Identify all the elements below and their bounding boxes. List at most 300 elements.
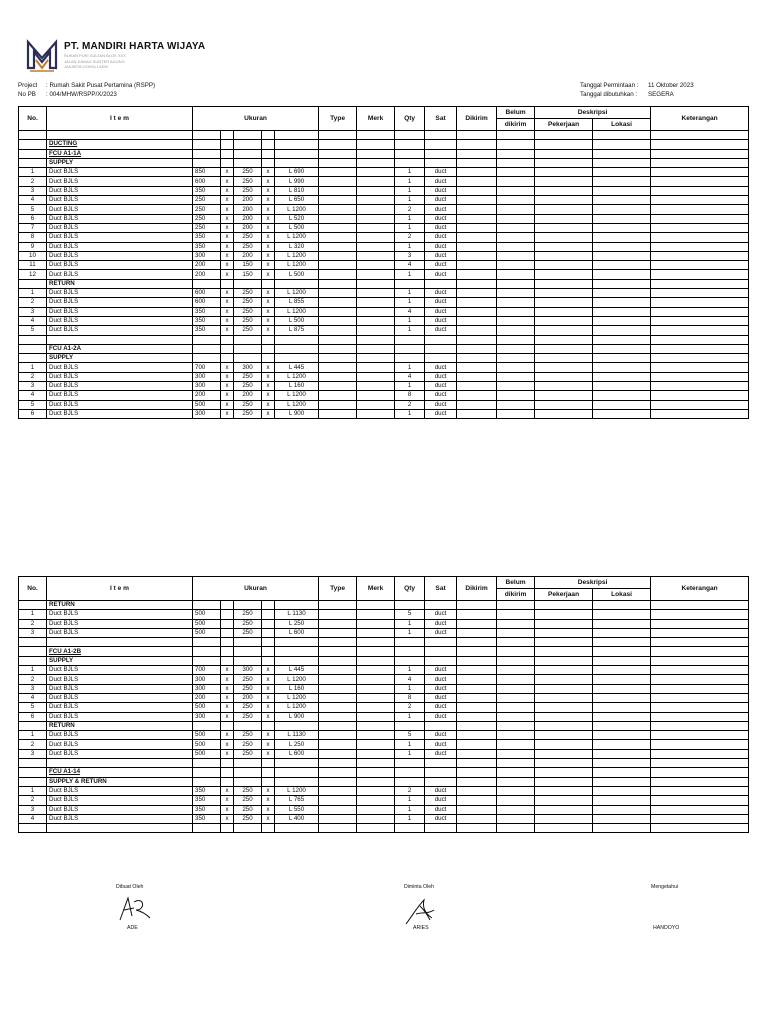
row-width: 350 xyxy=(193,805,221,814)
row-no: 1 xyxy=(19,168,47,177)
row-qty: 8 xyxy=(395,391,425,400)
table-row xyxy=(19,731,749,740)
row-length: L 1200 xyxy=(275,307,319,316)
row-x: x xyxy=(221,749,234,758)
row-length: L 765 xyxy=(275,796,319,805)
table-row xyxy=(19,400,749,409)
row-no: 1 xyxy=(19,610,47,619)
row-qty: 1 xyxy=(395,242,425,251)
col-no: No. xyxy=(19,577,47,601)
row-x: x xyxy=(262,786,275,795)
row-no: 1 xyxy=(19,289,47,298)
row-no: 2 xyxy=(19,298,47,307)
row-sat: duct xyxy=(425,205,457,214)
row-x: x xyxy=(221,261,234,270)
row-x: x xyxy=(262,289,275,298)
row-x: x xyxy=(221,675,234,684)
row-x: x xyxy=(221,372,234,381)
row-x: x xyxy=(262,712,275,721)
row-height: 150 xyxy=(234,261,262,270)
col-deskripsi: Deskripsi xyxy=(535,107,651,119)
table-row xyxy=(19,601,749,610)
row-qty: 1 xyxy=(395,168,425,177)
col-type: Type xyxy=(319,107,357,131)
row-width: 350 xyxy=(193,233,221,242)
row-height: 250 xyxy=(234,712,262,721)
col-type: Type xyxy=(319,577,357,601)
row-item: Duct BJLS xyxy=(47,382,193,391)
row-width: 600 xyxy=(193,177,221,186)
row-no: 10 xyxy=(19,251,47,260)
row-height: 250 xyxy=(234,316,262,325)
row-no: 1 xyxy=(19,363,47,372)
row-height: 200 xyxy=(234,251,262,260)
row-sat: duct xyxy=(425,223,457,232)
row-no: 3 xyxy=(19,805,47,814)
row-height: 250 xyxy=(234,703,262,712)
table-row xyxy=(19,684,749,693)
row-length: L 810 xyxy=(275,186,319,195)
row-item: Duct BJLS xyxy=(47,391,193,400)
row-item: Duct BJLS xyxy=(47,289,193,298)
table-row xyxy=(19,409,749,418)
row-height: 250 xyxy=(234,233,262,242)
row-x: x xyxy=(262,270,275,279)
row-sat: duct xyxy=(425,372,457,381)
table-row xyxy=(19,223,749,232)
row-no: 5 xyxy=(19,703,47,712)
row-sat: duct xyxy=(425,814,457,823)
row-width: 350 xyxy=(193,796,221,805)
row-no: 12 xyxy=(19,270,47,279)
row-no: 3 xyxy=(19,628,47,637)
col-no: No. xyxy=(19,107,47,131)
row-x: x xyxy=(262,168,275,177)
row-x xyxy=(221,628,234,637)
row-no: 2 xyxy=(19,619,47,628)
row-sat: duct xyxy=(425,805,457,814)
row-x: x xyxy=(221,363,234,372)
row-height: 250 xyxy=(234,177,262,186)
row-x: x xyxy=(221,400,234,409)
row-length: L 1200 xyxy=(275,703,319,712)
row-no: 4 xyxy=(19,316,47,325)
row-length: L 990 xyxy=(275,177,319,186)
row-length: L 875 xyxy=(275,326,319,335)
row-x: x xyxy=(262,298,275,307)
row-length: L 1200 xyxy=(275,251,319,260)
row-x: x xyxy=(262,731,275,740)
row-width: 700 xyxy=(193,363,221,372)
section-label: FCU A1-14 xyxy=(47,768,193,777)
row-width: 350 xyxy=(193,242,221,251)
row-qty: 5 xyxy=(395,731,425,740)
row-sat: duct xyxy=(425,214,457,223)
row-qty: 3 xyxy=(395,251,425,260)
col-sat: Sat xyxy=(425,107,457,131)
table-row xyxy=(19,251,749,260)
row-width: 300 xyxy=(193,712,221,721)
row-length: L 445 xyxy=(275,363,319,372)
row-length: L 1200 xyxy=(275,675,319,684)
row-sat: duct xyxy=(425,731,457,740)
row-x xyxy=(221,619,234,628)
item-table-2 xyxy=(18,576,749,833)
table-row xyxy=(19,619,749,628)
table-row xyxy=(19,289,749,298)
row-length: L 445 xyxy=(275,666,319,675)
row-no: 3 xyxy=(19,186,47,195)
row-sat: duct xyxy=(425,177,457,186)
row-height: 150 xyxy=(234,270,262,279)
row-width: 500 xyxy=(193,749,221,758)
row-width: 850 xyxy=(193,168,221,177)
row-length: L 160 xyxy=(275,684,319,693)
col-pekerjaan: Pekerjaan xyxy=(535,119,593,131)
row-length: L 500 xyxy=(275,223,319,232)
row-x: x xyxy=(221,731,234,740)
row-length: L 250 xyxy=(275,740,319,749)
row-qty: 1 xyxy=(395,749,425,758)
row-width: 250 xyxy=(193,196,221,205)
row-width: 300 xyxy=(193,675,221,684)
requested-by-label: Diminta Oleh xyxy=(404,884,434,890)
col-sat: Sat xyxy=(425,577,457,601)
table-row xyxy=(19,703,749,712)
section-label: FCU A1-2B xyxy=(47,647,193,656)
row-item: Duct BJLS xyxy=(47,786,193,795)
row-no: 2 xyxy=(19,675,47,684)
row-sat: duct xyxy=(425,712,457,721)
row-x: x xyxy=(221,270,234,279)
row-sat: duct xyxy=(425,289,457,298)
row-sat: duct xyxy=(425,307,457,316)
table-row xyxy=(19,628,749,637)
row-sat: duct xyxy=(425,168,457,177)
row-height: 250 xyxy=(234,805,262,814)
section-label: RETURN xyxy=(47,279,193,288)
row-height: 250 xyxy=(234,289,262,298)
company-address: RUKAN PURI SULTAN BLOK XXX JALAN DANAU SUNTER AGUNG JAKARTA UTARA 14350 xyxy=(64,53,126,69)
section-label: DUCTING xyxy=(47,140,193,149)
row-height: 250 xyxy=(234,684,262,693)
row-width: 700 xyxy=(193,666,221,675)
col-ukuran: Ukuran xyxy=(193,577,319,601)
row-qty: 2 xyxy=(395,786,425,795)
project-meta: Project : Rumah Sakit Pusat Pertamina (RSPP) No PB : 004/MHW/RSPP/X/2023 xyxy=(18,82,156,98)
table-row xyxy=(19,233,749,242)
table-row xyxy=(19,749,749,758)
row-sat: duct xyxy=(425,391,457,400)
row-width: 350 xyxy=(193,326,221,335)
row-x: x xyxy=(262,684,275,693)
row-item: Duct BJLS xyxy=(47,796,193,805)
row-length: L 1200 xyxy=(275,289,319,298)
date-meta: Tanggal Permintaan : 11 Oktober 2023 Tanggal dibutuhkan : SEGERA xyxy=(580,82,694,98)
row-sat: duct xyxy=(425,628,457,637)
row-item: Duct BJLS xyxy=(47,307,193,316)
row-x: x xyxy=(262,814,275,823)
row-length: L 400 xyxy=(275,814,319,823)
row-x: x xyxy=(221,316,234,325)
col-dikirim: Dikirim xyxy=(457,577,497,601)
row-item: Duct BJLS xyxy=(47,316,193,325)
row-height: 250 xyxy=(234,326,262,335)
row-length: L 1130 xyxy=(275,731,319,740)
row-x: x xyxy=(221,693,234,702)
row-sat: duct xyxy=(425,261,457,270)
section-label: FCU A1-2A xyxy=(47,344,193,353)
row-no: 2 xyxy=(19,177,47,186)
row-width: 600 xyxy=(193,289,221,298)
row-no: 2 xyxy=(19,372,47,381)
table-row xyxy=(19,786,749,795)
table-row xyxy=(19,391,749,400)
row-no: 6 xyxy=(19,409,47,418)
row-qty: 1 xyxy=(395,326,425,335)
table-row xyxy=(19,158,749,167)
row-width: 250 xyxy=(193,205,221,214)
col-deskripsi: Deskripsi xyxy=(535,577,651,589)
row-no: 6 xyxy=(19,712,47,721)
row-height: 250 xyxy=(234,242,262,251)
row-sat: duct xyxy=(425,233,457,242)
row-height: 250 xyxy=(234,675,262,684)
row-qty: 1 xyxy=(395,619,425,628)
row-width: 300 xyxy=(193,684,221,693)
row-x: x xyxy=(262,391,275,400)
row-length: L 900 xyxy=(275,712,319,721)
row-sat: duct xyxy=(425,786,457,795)
row-x: x xyxy=(221,177,234,186)
row-width: 300 xyxy=(193,251,221,260)
row-x xyxy=(262,628,275,637)
col-belum: Belum xyxy=(497,107,535,119)
row-width: 200 xyxy=(193,693,221,702)
row-item: Duct BJLS xyxy=(47,749,193,758)
row-no: 4 xyxy=(19,693,47,702)
row-sat: duct xyxy=(425,326,457,335)
table-row xyxy=(19,712,749,721)
row-qty: 4 xyxy=(395,307,425,316)
row-item: Duct BJLS xyxy=(47,242,193,251)
table-row xyxy=(19,363,749,372)
row-sat: duct xyxy=(425,400,457,409)
table-row xyxy=(19,824,749,833)
row-x: x xyxy=(221,409,234,418)
table-row xyxy=(19,656,749,665)
section-label: SUPPLY xyxy=(47,656,193,665)
row-sat: duct xyxy=(425,251,457,260)
col-merk: Merk xyxy=(357,107,395,131)
row-width: 350 xyxy=(193,786,221,795)
row-length: L 550 xyxy=(275,805,319,814)
row-height: 250 xyxy=(234,814,262,823)
row-sat: duct xyxy=(425,270,457,279)
row-width: 500 xyxy=(193,400,221,409)
row-x: x xyxy=(221,326,234,335)
table-row xyxy=(19,279,749,288)
table-row xyxy=(19,768,749,777)
row-x: x xyxy=(262,261,275,270)
row-height: 250 xyxy=(234,749,262,758)
row-sat: duct xyxy=(425,196,457,205)
row-no: 3 xyxy=(19,382,47,391)
row-x: x xyxy=(221,233,234,242)
row-sat: duct xyxy=(425,703,457,712)
row-width: 600 xyxy=(193,298,221,307)
row-x: x xyxy=(221,196,234,205)
row-length: L 500 xyxy=(275,316,319,325)
row-no: 3 xyxy=(19,749,47,758)
row-no: 9 xyxy=(19,242,47,251)
row-height: 250 xyxy=(234,168,262,177)
row-height: 250 xyxy=(234,298,262,307)
row-height: 250 xyxy=(234,619,262,628)
row-length: L 500 xyxy=(275,270,319,279)
row-sat: duct xyxy=(425,796,457,805)
row-qty: 1 xyxy=(395,814,425,823)
row-x: x xyxy=(262,307,275,316)
row-x: x xyxy=(262,675,275,684)
table-row xyxy=(19,814,749,823)
known-by-label: Mengetahui xyxy=(651,884,679,890)
row-length: L 690 xyxy=(275,168,319,177)
row-sat: duct xyxy=(425,242,457,251)
row-height: 300 xyxy=(234,363,262,372)
table-row xyxy=(19,168,749,177)
table-row xyxy=(19,344,749,353)
row-x: x xyxy=(221,289,234,298)
row-height: 250 xyxy=(234,740,262,749)
row-item: Duct BJLS xyxy=(47,270,193,279)
row-no: 2 xyxy=(19,796,47,805)
row-x xyxy=(221,610,234,619)
col-belum-dikirim: dikirim xyxy=(497,589,535,601)
table-row xyxy=(19,666,749,675)
row-item: Duct BJLS xyxy=(47,196,193,205)
row-x: x xyxy=(221,307,234,316)
row-x: x xyxy=(262,242,275,251)
row-length: L 1200 xyxy=(275,786,319,795)
row-height: 200 xyxy=(234,391,262,400)
row-no: 6 xyxy=(19,214,47,223)
row-item: Duct BJLS xyxy=(47,168,193,177)
row-no: 1 xyxy=(19,786,47,795)
row-no: 1 xyxy=(19,666,47,675)
row-qty: 1 xyxy=(395,666,425,675)
row-x: x xyxy=(221,168,234,177)
row-x: x xyxy=(221,796,234,805)
row-x: x xyxy=(262,233,275,242)
row-width: 500 xyxy=(193,628,221,637)
col-lokasi: Lokasi xyxy=(593,589,651,601)
row-width: 500 xyxy=(193,703,221,712)
row-x: x xyxy=(221,684,234,693)
row-item: Duct BJLS xyxy=(47,363,193,372)
row-item: Duct BJLS xyxy=(47,619,193,628)
row-qty: 1 xyxy=(395,363,425,372)
col-belum-dikirim: dikirim xyxy=(497,119,535,131)
row-no: 3 xyxy=(19,684,47,693)
row-item: Duct BJLS xyxy=(47,693,193,702)
row-length: L 900 xyxy=(275,409,319,418)
row-x: x xyxy=(262,796,275,805)
row-height: 250 xyxy=(234,731,262,740)
row-x: x xyxy=(221,712,234,721)
table-row xyxy=(19,307,749,316)
section-label: SUPPLY & RETURN xyxy=(47,777,193,786)
table-row xyxy=(19,354,749,363)
col-keterangan: Keterangan xyxy=(651,577,749,601)
row-item: Duct BJLS xyxy=(47,372,193,381)
row-qty: 1 xyxy=(395,796,425,805)
row-width: 300 xyxy=(193,409,221,418)
row-length: L 520 xyxy=(275,214,319,223)
row-item: Duct BJLS xyxy=(47,326,193,335)
row-x: x xyxy=(221,214,234,223)
row-item: Duct BJLS xyxy=(47,177,193,186)
row-x: x xyxy=(221,242,234,251)
row-x: x xyxy=(262,196,275,205)
row-width: 250 xyxy=(193,214,221,223)
row-width: 250 xyxy=(193,223,221,232)
row-no: 4 xyxy=(19,196,47,205)
row-sat: duct xyxy=(425,298,457,307)
table-row xyxy=(19,647,749,656)
row-qty: 1 xyxy=(395,270,425,279)
row-width: 300 xyxy=(193,382,221,391)
table-row xyxy=(19,186,749,195)
row-length: L 1200 xyxy=(275,391,319,400)
table-row xyxy=(19,610,749,619)
col-ukuran: Ukuran xyxy=(193,107,319,131)
requested-by-name: ARIES xyxy=(413,925,429,931)
table-row xyxy=(19,326,749,335)
table-row xyxy=(19,270,749,279)
row-no: 2 xyxy=(19,740,47,749)
section-label: SUPPLY xyxy=(47,158,193,167)
table-row xyxy=(19,214,749,223)
row-width: 200 xyxy=(193,270,221,279)
table-row xyxy=(19,316,749,325)
row-qty: 1 xyxy=(395,289,425,298)
row-height: 300 xyxy=(234,666,262,675)
row-x: x xyxy=(262,400,275,409)
row-qty: 1 xyxy=(395,298,425,307)
row-qty: 4 xyxy=(395,261,425,270)
row-x: x xyxy=(262,409,275,418)
row-item: Duct BJLS xyxy=(47,740,193,749)
row-item: Duct BJLS xyxy=(47,610,193,619)
row-qty: 2 xyxy=(395,703,425,712)
section-label: FCU A1-1A xyxy=(47,149,193,158)
row-x xyxy=(262,619,275,628)
row-item: Duct BJLS xyxy=(47,400,193,409)
row-x: x xyxy=(262,326,275,335)
section-label: RETURN xyxy=(47,721,193,730)
row-x: x xyxy=(262,186,275,195)
row-x: x xyxy=(221,666,234,675)
row-item: Duct BJLS xyxy=(47,712,193,721)
row-no: 5 xyxy=(19,400,47,409)
table-row xyxy=(19,335,749,344)
row-item: Duct BJLS xyxy=(47,261,193,270)
row-x: x xyxy=(221,223,234,232)
row-x: x xyxy=(262,363,275,372)
row-width: 350 xyxy=(193,186,221,195)
company-name: PT. MANDIRI HARTA WIJAYA xyxy=(64,41,206,52)
